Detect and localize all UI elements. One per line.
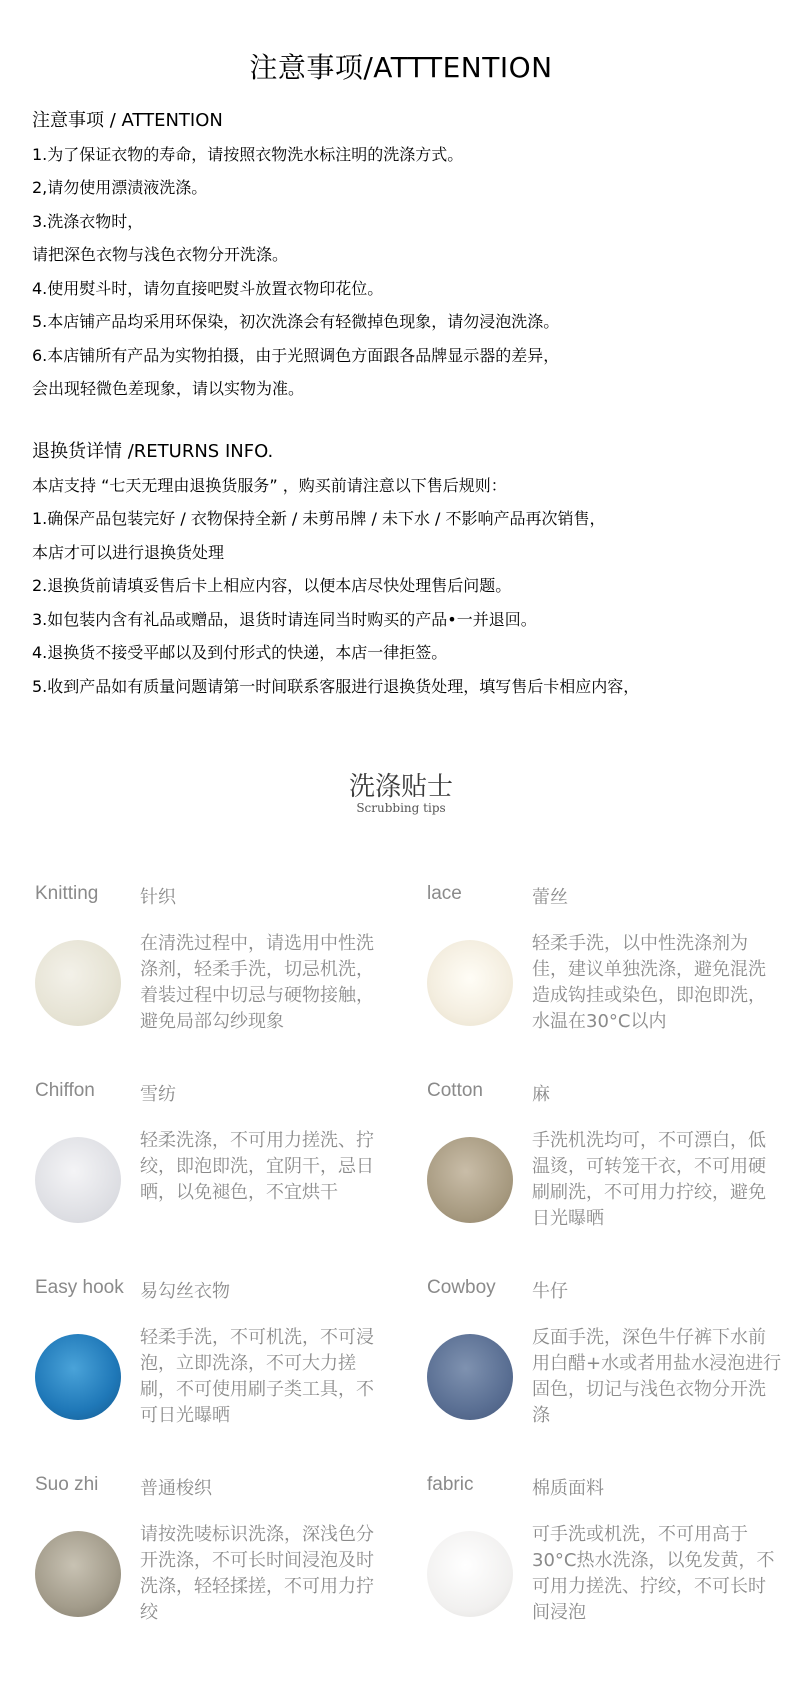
tip-en-label: Suo zhi: [35, 1474, 99, 1495]
attention-line: 4.使用熨斗时，请勿直接吧熨斗放置衣物印花位。: [32, 278, 384, 298]
chiffon-swatch-icon: [35, 1137, 121, 1223]
tips-subtitle: Scrubbing tips: [356, 801, 446, 815]
tip-en-label: Easy hook: [35, 1277, 124, 1298]
returns-line: 本店才可以进行退换货处理: [32, 542, 225, 562]
tip-description: 轻柔手洗，以中性洗涤剂为佳，建议单独洗涤，避免混洗造成钩挂或染色，即泡即洗，水温在30°C以内: [532, 933, 766, 1032]
tip-card-cowboy: [427, 1277, 802, 1467]
tip-cn-label: 牛仔: [532, 1281, 568, 1302]
knit-swatch-icon: [35, 940, 121, 1026]
attention-section: [32, 104, 782, 406]
tip-description: 轻柔洗涤，不可用力搓洗、拧绞，即泡即洗，宜阴干，忌日晒，以免褪色，不宜烘干: [140, 1130, 374, 1203]
attention-line: 2,请勿使用漂渍液洗涤。: [32, 178, 208, 197]
attention-line: 会出现轻微色差现象，请以实物为准。: [32, 379, 305, 398]
attention-line: 5.本店铺产品均采用环保染，初次洗涤会有轻微掉色现象，请勿浸泡洗涤。: [32, 312, 560, 331]
tip-cn-label: 雪纺: [140, 1084, 176, 1105]
denim-swatch-icon: [427, 1334, 513, 1420]
cotton-swatch-icon: [427, 1531, 513, 1617]
tips-title: 洗涤贴士: [348, 772, 453, 802]
returns-line: 5.收到产品如有质量问题请第一时间联系客服进行退换货处理，填写售后卡相应内容，: [32, 676, 640, 696]
tip-card-cotton: [427, 1080, 802, 1270]
tip-card-knitting: [35, 883, 415, 1073]
tip-en-label: Cowboy: [427, 1277, 496, 1298]
tip-en-label: Knitting: [35, 883, 99, 904]
tip-description: 在清洗过程中，请选用中性洗涤剂，轻柔手洗，切忌机洗，着装过程中切忌与硬物接触，避免局部勾纱现象: [140, 933, 374, 1032]
tip-en-label: lace: [427, 883, 462, 904]
tip-card-chiffon: [35, 1080, 415, 1270]
attention-line: 3.洗涤衣物时，: [32, 211, 144, 231]
returns-line: 本店支持 “七天无理由退换货服务” ，购买前请注意以下售后规则：: [32, 475, 507, 495]
tip-card-fabric: [427, 1474, 802, 1664]
tip-en-label: Cotton: [427, 1080, 483, 1101]
tip-card-easy-hook: [35, 1277, 415, 1467]
returns-section: [32, 435, 782, 703]
attention-line: 请把深色衣物与浅色衣物分开洗涤。: [32, 245, 289, 264]
tip-description: 请按洗唛标识洗涤，深浅色分开洗涤，不可长时间浸泡及时洗涤，轻轻揉搓，不可用力拧绞: [140, 1524, 374, 1623]
mesh-swatch-icon: [35, 1334, 121, 1420]
attention-heading: 注意事项 / ATTENTION: [32, 110, 223, 131]
page-title: 注意事项/ATTTENTION: [249, 51, 553, 84]
returns-heading: 退换货详情 /RETURNS INFO.: [32, 441, 274, 462]
returns-line: 2.退换货前请填妥售后卡上相应内容，以便本店尽快处理售后问题。: [32, 576, 512, 595]
tip-description: 轻柔手洗，不可机洗，不可浸泡，立即洗涤，不可大力搓刷，不可使用刷子类工具，不可日光曝晒: [140, 1327, 374, 1426]
attention-line: 6.本店铺所有产品为实物拍摄，由于光照调色方面跟各品牌显示器的差异，: [32, 345, 560, 365]
returns-line: 4.退换货不接受平邮以及到付形式的快递，本店一律拒签。: [32, 643, 448, 662]
tip-description: 手洗机洗均可，不可漂白，低温烫，可转笼干衣，不可用硬刷刷洗，不可用力拧绞，避免日光曝晒: [532, 1130, 766, 1229]
tip-description: 可手洗或机洗，不可用高于30°C热水洗涤，以免发黄，不可用力搓洗、拧绞，不可长时间浸泡: [532, 1524, 775, 1623]
lace-swatch-icon: [427, 940, 513, 1026]
tip-cn-label: 棉质面料: [532, 1478, 604, 1499]
returns-line: 3.如包装内含有礼品或赠品，退货时请连同当时购买的产品•一并退回。: [32, 609, 537, 629]
tip-cn-label: 普通梭织: [140, 1478, 212, 1499]
tip-cn-label: 麻: [532, 1084, 550, 1105]
tip-card-suo-zhi: [35, 1474, 415, 1664]
tip-en-label: Chiffon: [35, 1080, 95, 1101]
linen-swatch-icon: [427, 1137, 513, 1223]
tip-en-label: fabric: [427, 1474, 474, 1495]
tip-cn-label: 易勾丝衣物: [140, 1281, 230, 1302]
tip-description: 反面手洗，深色牛仔裤下水前用白醋+水或者用盐水浸泡进行固色，切记与浅色衣物分开洗涤: [532, 1327, 782, 1426]
woven-swatch-icon: [35, 1531, 121, 1617]
tip-cn-label: 针织: [140, 887, 176, 908]
attention-line: 1.为了保证衣物的寿命，请按照衣物洗水标注明的洗涤方式。: [32, 144, 464, 164]
returns-line: 1.确保产品包装完好 / 衣物保持全新 / 未剪吊牌 / 未下水 / 不影响产品再次销售，: [32, 509, 606, 528]
tip-card-lace: [427, 883, 802, 1073]
tip-cn-label: 蕾丝: [532, 887, 568, 908]
